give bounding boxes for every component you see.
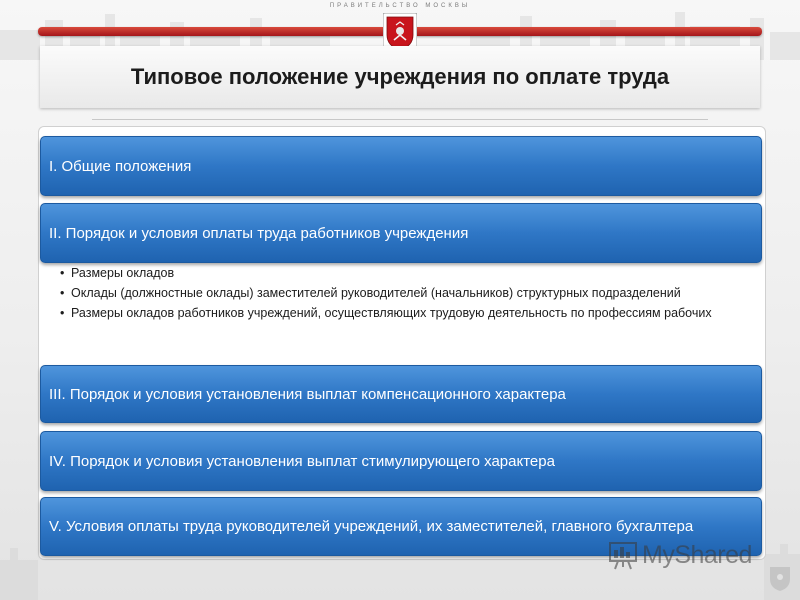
section-employee-pay-conditions[interactable] (40, 203, 762, 263)
section-incentive-payments[interactable] (40, 431, 762, 491)
bullet-item: • Размеры окладов работников учреждений, осуществляющих трудовую деятельность по профессиям рабочих (60, 306, 750, 321)
section-label: IV. Порядок и условия установления выплат стимулирующего характера (49, 452, 555, 470)
section-label: III. Порядок и условия установления выплат компенсационного характера (49, 385, 566, 403)
section-label: V. Условия оплаты труда руководителей учреждений, их заместителей, главного бухгалтера (49, 518, 694, 535)
section-general-provisions[interactable] (40, 136, 762, 196)
title-box (40, 46, 760, 108)
bullet-item: • Оклады (должностные оклады) заместителей руководителей (начальников) структурных подразделений (60, 286, 750, 301)
section-label: II. Порядок и условия оплаты труда работников учреждения (49, 224, 469, 242)
presentation-board-icon (608, 540, 638, 570)
section-compensation-payments[interactable] (40, 365, 762, 423)
watermark-brand: MyShared (642, 540, 752, 569)
corner-emblem-icon (768, 565, 792, 593)
title-divider (92, 119, 708, 120)
employee-pay-bullet-list (60, 266, 750, 326)
bullet-item: • Размеры окладов (60, 266, 750, 281)
government-label: ПРАВИТЕЛЬСТВО МОСКВЫ (329, 3, 471, 9)
myshared-watermark (608, 538, 768, 572)
slide-title: Типовое положение учреждения по оплате труда (130, 64, 670, 89)
section-label: I. Общие положения (49, 157, 192, 175)
